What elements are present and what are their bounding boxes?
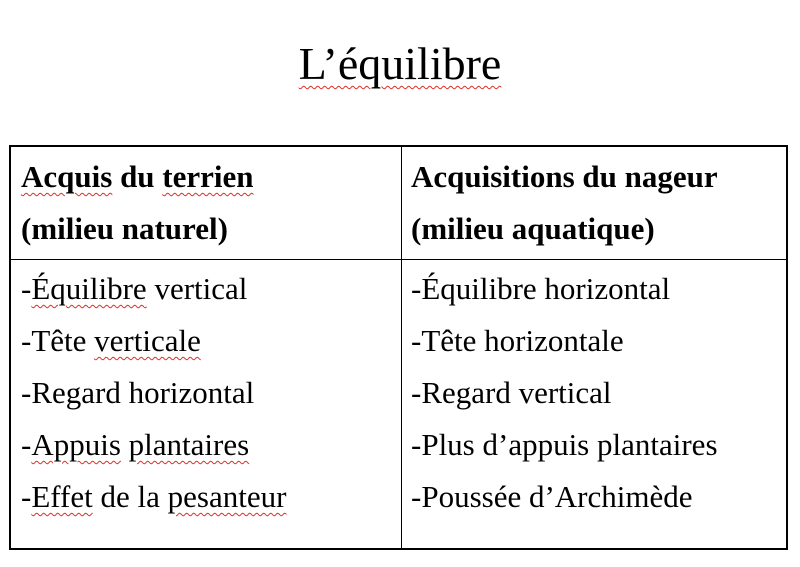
list-item-rest: de la xyxy=(92,479,168,514)
list-item-underlined: Effet xyxy=(31,479,93,514)
header-divider xyxy=(11,259,786,260)
header-left-word-1: Acquis xyxy=(21,159,113,194)
list-item: -Poussée d’Archimède xyxy=(411,479,693,514)
list-item xyxy=(21,315,286,367)
list-item xyxy=(21,471,286,523)
header-right xyxy=(411,151,718,255)
header-right-line2: (milieu aquatique) xyxy=(411,211,655,246)
list-item-prefix: - xyxy=(21,479,32,514)
list-item: -Équilibre horizontal xyxy=(411,271,671,306)
list-item-prefix: - xyxy=(21,271,32,306)
list-item-prefix: - xyxy=(21,427,32,462)
header-left-line2: (milieu naturel) xyxy=(21,211,228,246)
list-item: -Regard vertical xyxy=(411,375,612,410)
list-item-underlined: Équilibre xyxy=(31,271,147,306)
list-item-underlined: Appuis xyxy=(31,427,121,462)
list-item-underlined-2: pesanteur xyxy=(167,479,287,514)
header-right-line1: Acquisitions du nageur xyxy=(411,159,718,194)
left-column-list xyxy=(21,263,286,523)
list-item xyxy=(21,367,286,419)
list-item-underlined-2: plantaires xyxy=(128,427,250,462)
page-title-text: L’équilibre xyxy=(298,38,502,89)
list-item-prefix: -Regard horizontal xyxy=(21,375,255,410)
list-item-rest xyxy=(121,427,129,462)
header-left-line1 xyxy=(21,151,254,203)
header-left-word-3: terrien xyxy=(162,159,254,194)
list-item-underlined: verticale xyxy=(94,323,201,358)
header-left-word-2: du xyxy=(112,159,163,194)
right-column-list xyxy=(411,263,718,523)
list-item-rest: vertical xyxy=(146,271,248,306)
comparison-table xyxy=(9,145,788,550)
list-item: -Tête horizontale xyxy=(411,323,624,358)
page-title xyxy=(0,34,800,94)
list-item xyxy=(21,419,286,471)
list-item xyxy=(21,263,286,315)
list-item-prefix: -Tête xyxy=(21,323,95,358)
header-left xyxy=(21,151,254,255)
column-divider xyxy=(401,147,402,548)
list-item: -Plus d’appuis plantaires xyxy=(411,427,718,462)
